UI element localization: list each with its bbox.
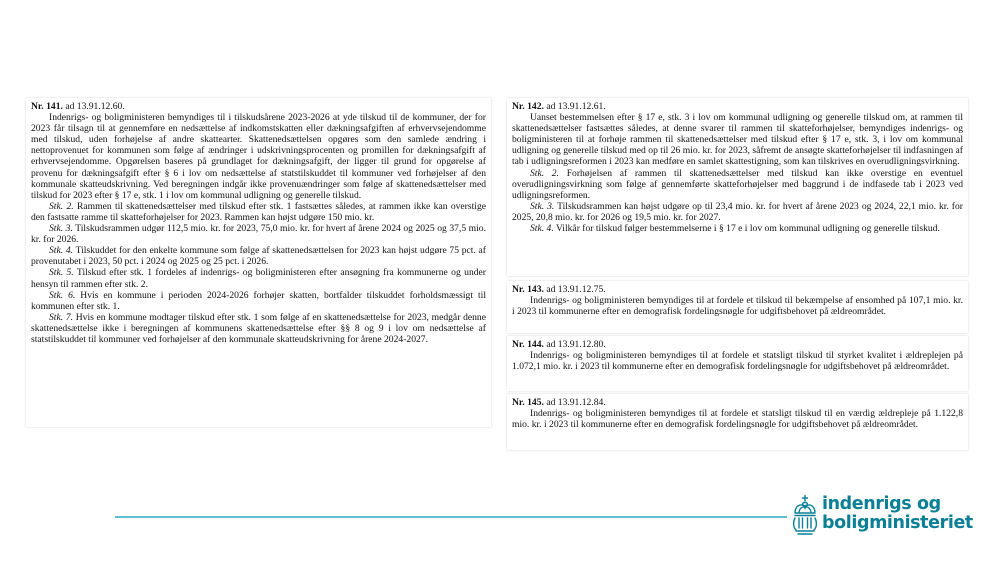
stk-label: Stk. 2. bbox=[530, 167, 560, 179]
stk-text: Tilskudsrammen udgør 112,5 mio. kr. for 2023, 75,0 mio. kr. for hvert af årene 2024 og 2025 og 37,5 mio. kr. for 2026. bbox=[31, 223, 486, 246]
ministry-logo bbox=[790, 494, 973, 542]
section-code: ad 13.91.12.61. bbox=[546, 101, 606, 112]
section-code: ad 13.91.12.84. bbox=[546, 397, 606, 408]
section-intro: Indenrigs- og boligministeren bemyndiges til at fordele et statsligt tilskud til en værdig ældrepleje på 1.122,8 mio. kr. i 2023 til kommunerne efter en demografisk fordelingsnøgle for udgiftsbehovet på ældreområdet. bbox=[512, 408, 963, 431]
section-number: Nr. 141. bbox=[31, 101, 63, 112]
stk-label: Stk. 4. bbox=[530, 223, 554, 235]
section-intro: Indenrigs- og boligministeren bemyndiges til i tilskudsårene 2023-2026 at yde tilskud til de kommuner, der for 2023 får tilsagn til at gennemføre en nedsættelse af indkomstskatten eller dækningsafgiften af erhvervsejendomme med tilskud, uden forhøjelse af andre skattearter. Skattenedsættelsen opgøres som den samlede ændring i nettoprovenuet for kommunen som følge af ændringer i udskrivningsprocenten og promillen for dækningsafgift af erhvervsejendomme. Opgørelsen baseres på grundlaget for dækningsafgift, der ligger til grund for opgørelse af provenu for dækningsafgift efter § 6 i lov om nedsættelse af statstilskuddet til kommuner ved forhøjelser af den kommunale skatteudskrivning. Ved beregningen indgår ikke provenuændringer som følge af skattenedsættelser med tilskud for 2023 efter § 17 e, stk. 1 i lov om kommunal udligning og generelle tilskud. bbox=[31, 112, 486, 201]
stk-label: Stk. 7. bbox=[49, 311, 74, 323]
stk-paragraph bbox=[31, 267, 486, 289]
stk-text: Tilskud efter stk. 1 fordeles af indenrigs- og boligministeren efter ansøgning fra kommunerne og under hensyn til rammen efter stk. 2. bbox=[31, 267, 486, 290]
stk-paragraph bbox=[512, 168, 963, 201]
stk-text: Tilskudsrammen kan højst udgøre op til 23,4 mio. kr. for hvert af årene 2023 og 2024, 22,1 mio. kr. for 2025, 20,8 mio. kr. for 2026 og 19,5 mio. kr. for 2027. bbox=[512, 200, 963, 223]
stk-paragraph bbox=[31, 223, 486, 245]
stk-paragraph bbox=[31, 201, 486, 223]
section-header bbox=[31, 101, 486, 112]
section-code: ad 13.91.12.75. bbox=[546, 284, 606, 295]
stk-paragraph bbox=[31, 245, 486, 267]
section-number: Nr. 142. bbox=[512, 101, 544, 112]
stk-text: Tilskuddet for den enkelte kommune som følge af skattenedsættelsen for 2023 kan højst udgøre 75 pct. af provenutabet i 2023, 50 pct. i 2024 og 2025 og 25 pct. i 2026. bbox=[31, 245, 486, 268]
section-header bbox=[512, 339, 963, 350]
section-number: Nr. 143. bbox=[512, 284, 544, 295]
section-header bbox=[512, 284, 963, 295]
stk-text: Rammen til skattenedsættelser med tilskud efter stk. 1 fastsættes således, at rammen ikke kan overstige den fastsatte ramme til skatteforhøjelser for 2023. Rammen kan højst udgøre 150 mio. kr. bbox=[31, 200, 486, 223]
logo-line-1: indenrigs og bbox=[822, 494, 941, 514]
section-nr-144 bbox=[507, 336, 968, 391]
stk-label: Stk. 2. bbox=[49, 200, 74, 212]
section-intro: Indenrigs- og boligministeren bemyndiges til at fordele et tilskud til bekæmpelse af ensomhed på 107,1 mio. kr. i 2023 til kommunerne efter en demografisk fordelingsnøgle for udgiftsbehovet på ældreområdet. bbox=[512, 295, 963, 318]
stk-paragraph bbox=[512, 223, 963, 234]
stk-label: Stk. 3. bbox=[530, 200, 555, 212]
section-header bbox=[512, 397, 963, 408]
section-intro: Uanset bestemmelsen efter § 17 e, stk. 3 i lov om kommunal udligning og generelle tilskud om, at rammen til skattenedsættelser fastsættes således, at denne svarer til rammen til skatteforhøjelser, bemyndiges indenrigs- og boligministeren til at forhøje rammen til skattenedsættelser med tilskud efter § 17 e, stk. 3, i lov om kommunal udligning og generelle tilskud med op til 26 mio. kr. for 2023, såfremt de ansøgte skatteforhøjelser til indfasningen af tab i udligningsreformen i 2023 kan medføre en samlet skattestigning, som kan tilskrives en overudligningsvirkning. bbox=[512, 112, 963, 168]
section-code: ad 13.91.12.80. bbox=[546, 339, 606, 350]
logo-line-2: boligministeriet bbox=[822, 513, 973, 533]
stk-text: Hvis en kommune i perioden 2024-2026 forhøjer skatten, bortfalder tilskuddet forholdsmæssigt til kommunen efter stk. 1. bbox=[31, 289, 486, 312]
stk-text: Forhøjelsen af rammen til skattenedsættelser med tilskud kan ikke overstige en eventuel overudligningsvirkning som følge af gennemførte skatteforhøjelser med baggrund i de indfasede tab i 2023 ved udligningsreformen. bbox=[512, 167, 964, 201]
section-header bbox=[512, 101, 963, 112]
stk-label: Stk. 4. bbox=[49, 245, 74, 257]
section-number: Nr. 144. bbox=[512, 339, 544, 350]
section-intro: Indenrigs- og boligministeren bemyndiges til at fordele et statsligt tilskud til styrket kvalitet i ældreplejen på 1.072,1 mio. kr. i 2023 til kommunerne efter en demografisk fordelingsnøgle for udgiftsbehovet på ældreområdet. bbox=[512, 350, 963, 373]
stk-paragraph bbox=[512, 201, 963, 223]
stk-label: Stk. 6. bbox=[49, 289, 76, 301]
footer-divider bbox=[115, 516, 787, 518]
section-nr-143 bbox=[507, 281, 968, 333]
stk-text: Hvis en kommune modtager tilskud efter stk. 1 som følge af en skattenedsættelse for 2023, medgår denne skattenedsættelse ikke i beregningen af kommunens skattenedsættelse efter §§ 8 og 9 i lov om nedsættelse af statstilskuddet til kommuner ved forhøjelser af den kommunale skatteudskrivning for årene 2024-2027. bbox=[31, 311, 486, 345]
section-nr-141 bbox=[26, 98, 491, 427]
stk-label: Stk. 5. bbox=[49, 267, 74, 279]
crown-icon bbox=[790, 494, 820, 538]
stk-text: Vilkår for tilskud følger bestemmelserne i § 17 e i lov om kommunal udligning og generelle tilskud. bbox=[555, 223, 940, 235]
stk-paragraph bbox=[31, 290, 486, 312]
section-nr-142 bbox=[507, 98, 968, 276]
section-code: ad 13.91.12.60. bbox=[65, 101, 125, 112]
section-number: Nr. 145. bbox=[512, 397, 544, 408]
stk-paragraph bbox=[31, 312, 486, 345]
stk-label: Stk. 3. bbox=[49, 223, 73, 235]
section-nr-145 bbox=[507, 394, 968, 450]
logo-wordmark bbox=[822, 495, 973, 533]
